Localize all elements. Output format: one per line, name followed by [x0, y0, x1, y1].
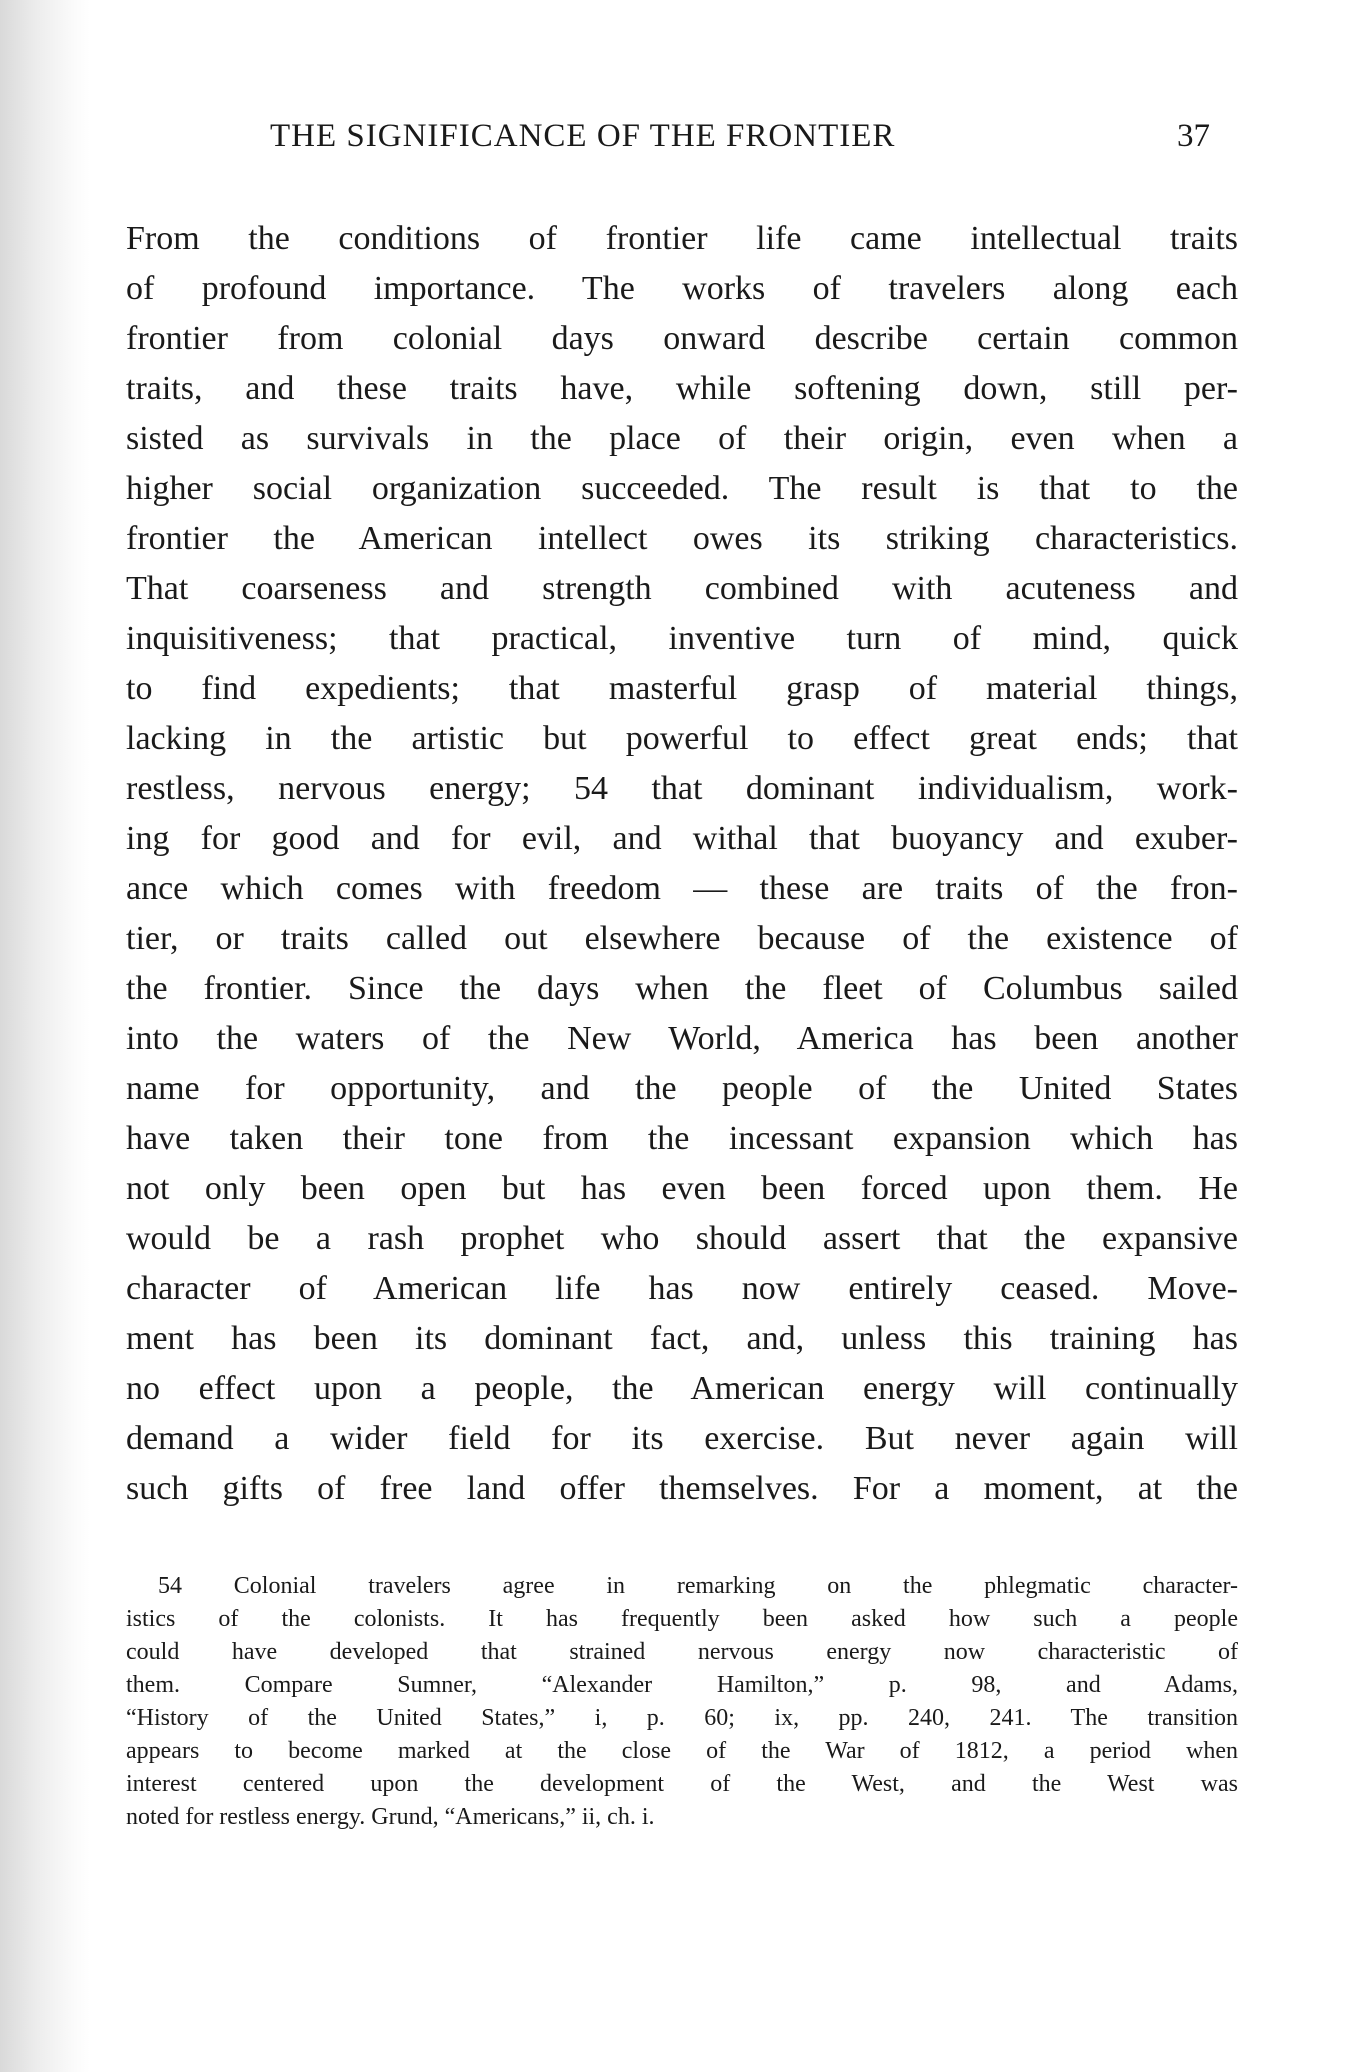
body-line: have taken their tone from the incessant expansion which has [126, 1120, 1238, 1157]
body-line: into the waters of the New World, America has been another [126, 1020, 1238, 1057]
body-line: the frontier. Since the days when the fleet of Columbus sailed [126, 970, 1238, 1007]
body-line: restless, nervous energy; 54 that dominant individualism, work- [126, 770, 1238, 807]
body-line: tier, or traits called out elsewhere because of the existence of [126, 920, 1238, 957]
footnote-line: them. Compare Sumner, “Alexander Hamilton,” p. 98, and Adams, [126, 1672, 1238, 1698]
body-line: ance which comes with freedom — these are traits of the fron- [126, 870, 1238, 907]
body-line: of profound importance. The works of travelers along each [126, 270, 1238, 307]
body-line: ment has been its dominant fact, and, unless this training has [126, 1320, 1238, 1357]
body-line: inquisitiveness; that practical, inventive turn of mind, quick [126, 620, 1238, 657]
page-number: 37 [1177, 118, 1210, 154]
body-line: From the conditions of frontier life came intellectual traits [126, 220, 1238, 257]
footnote-line: appears to become marked at the close of the War of 1812, a period when [126, 1738, 1238, 1764]
footnote-line: noted for restless energy. Grund, “Americans,” ii, ch. i. [126, 1804, 655, 1830]
body-line: no effect upon a people, the American energy will continually [126, 1370, 1238, 1407]
body-line: frontier the American intellect owes its striking characteristics. [126, 520, 1238, 557]
body-line: to find expedients; that masterful grasp of material things, [126, 670, 1238, 707]
footnote-line: could have developed that strained nervous energy now characteristic of [126, 1639, 1238, 1665]
body-line: lacking in the artistic but powerful to effect great ends; that [126, 720, 1238, 757]
body-line: such gifts of free land offer themselves. For a moment, at the [126, 1470, 1238, 1507]
body-line: higher social organization succeeded. The result is that to the [126, 470, 1238, 507]
footnote-line: interest centered upon the development of the West, and the West was [126, 1771, 1238, 1797]
footnote-line: istics of the colonists. It has frequently been asked how such a people [126, 1606, 1238, 1632]
body-line: traits, and these traits have, while softening down, still per- [126, 370, 1238, 407]
body-line: would be a rash prophet who should assert that the expansive [126, 1220, 1238, 1257]
page-gutter-shadow [0, 0, 90, 2072]
footnotes [126, 1570, 1238, 1834]
body-line: frontier from colonial days onward describe certain common [126, 320, 1238, 357]
footnote-line: 54 Colonial travelers agree in remarking on the phlegmatic character- [158, 1573, 1238, 1599]
footnote-line: “History of the United States,” i, p. 60; ix, pp. 240, 241. The transition [126, 1705, 1238, 1731]
body-line: That coarseness and strength combined with acuteness and [126, 570, 1238, 607]
running-title: THE SIGNIFICANCE OF THE FRONTIER [270, 118, 896, 154]
body-text [126, 214, 1238, 1514]
body-line: character of American life has now entirely ceased. Move- [126, 1270, 1238, 1307]
body-line: ing for good and for evil, and withal that buoyancy and exuber- [126, 820, 1238, 857]
body-line: name for opportunity, and the people of the United States [126, 1070, 1238, 1107]
body-line: not only been open but has even been forced upon them. He [126, 1170, 1238, 1207]
body-line: sisted as survivals in the place of their origin, even when a [126, 420, 1238, 457]
running-head [270, 118, 1210, 168]
body-line: demand a wider field for its exercise. But never again will [126, 1420, 1238, 1457]
